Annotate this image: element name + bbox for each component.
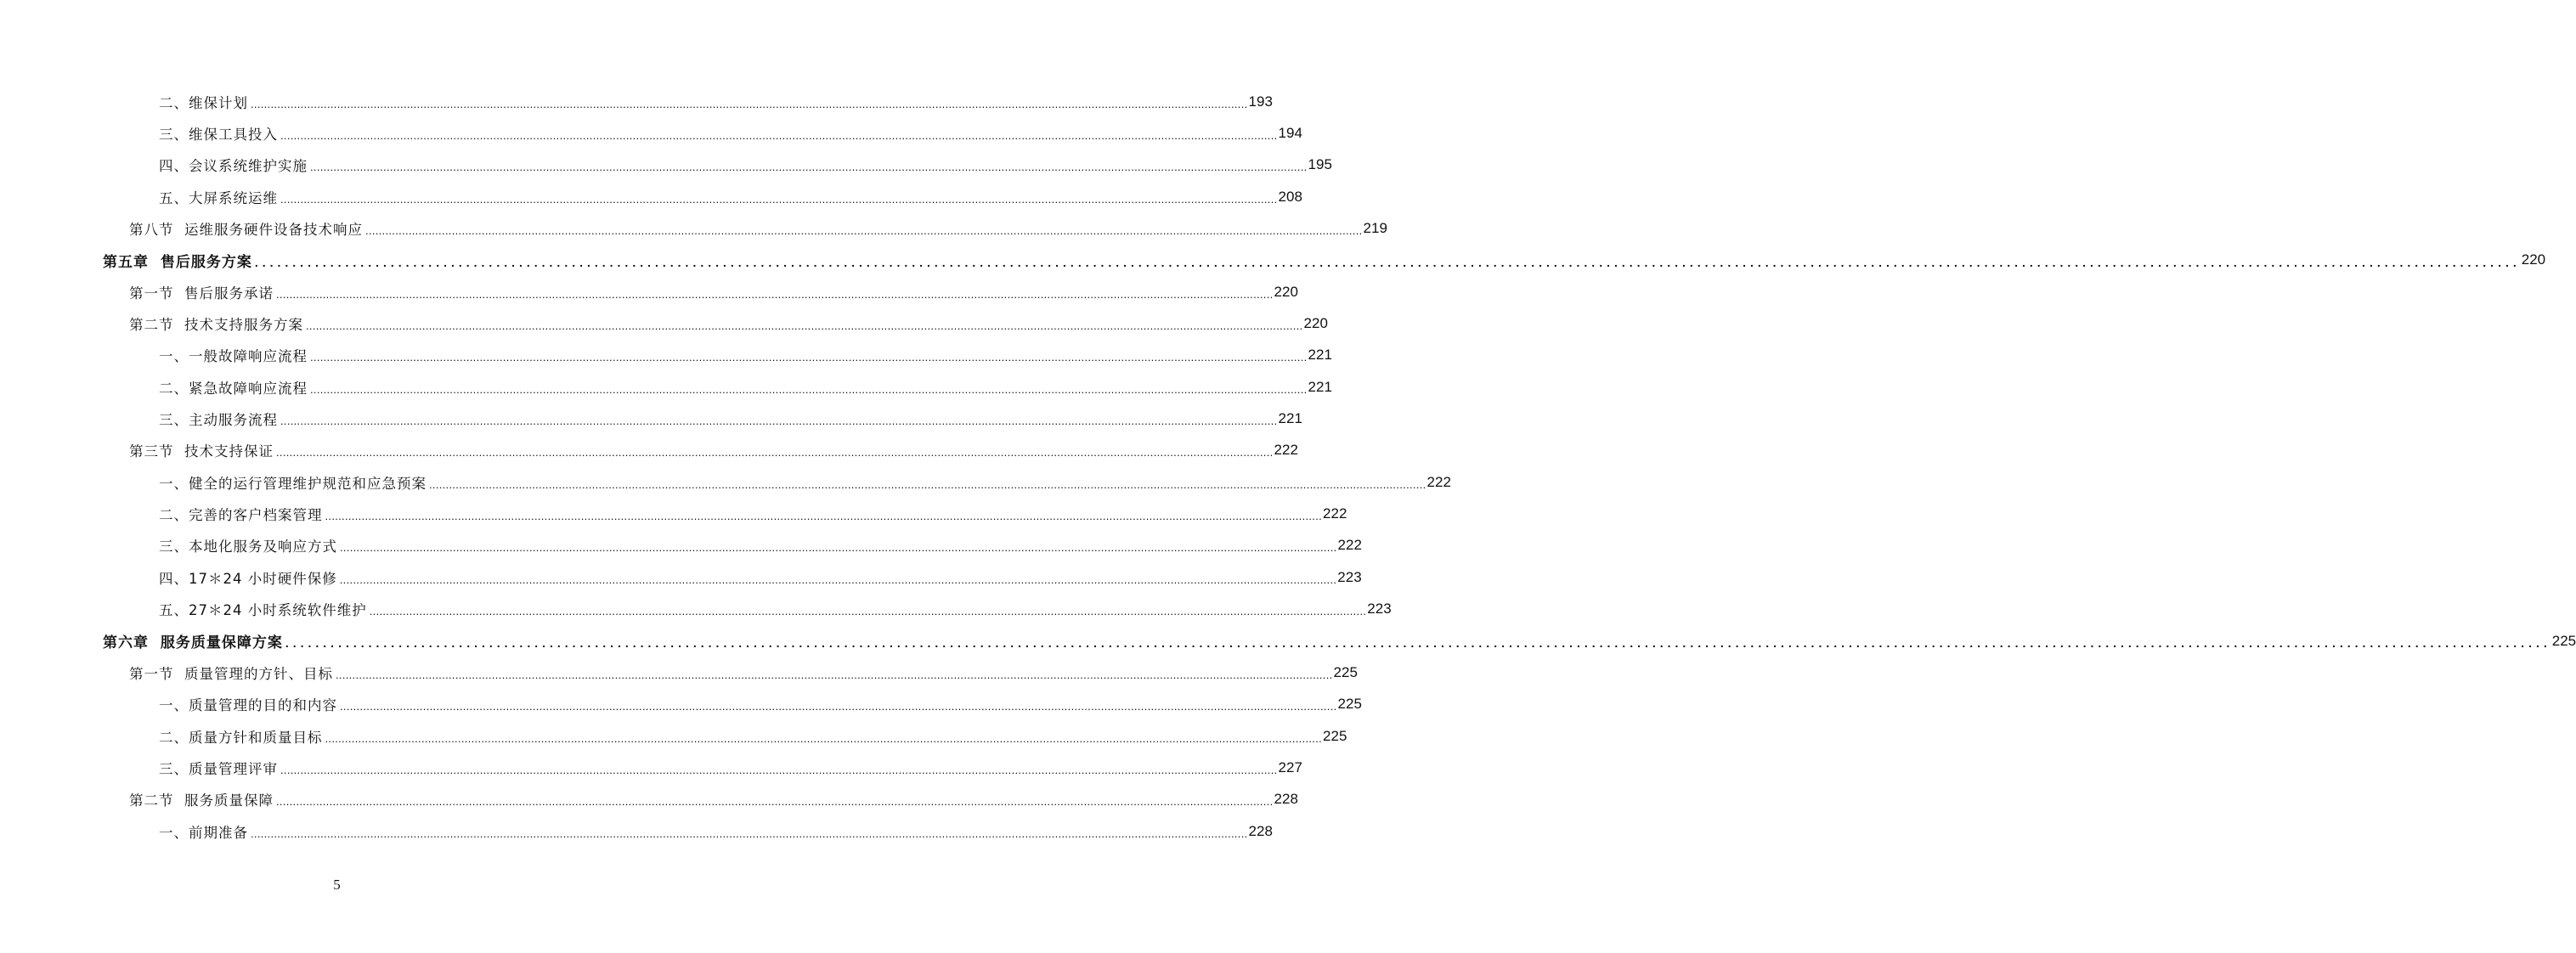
dot-leader: ............................................................................................................................................................................................................................................................................................................ <box>280 414 1278 428</box>
toc-entry-title: 五、27＊24 小时系统软件维护 <box>159 602 367 619</box>
toc-subsection-entry[interactable] <box>0 181 1302 212</box>
toc-entry-title: 三、质量管理评审 <box>159 760 278 777</box>
toc-entry-page: 195 <box>1308 156 1332 173</box>
dot-leader: ............................................................................................................................................................................................................................................................................................................ <box>429 477 1426 491</box>
dot-leader: ............................................................................................................................................................................................................................................................................................................ <box>325 510 1323 523</box>
toc-entry-title: 二、维保计划 <box>159 94 248 111</box>
toc-entry-title: 第一节 售后服务承诺 <box>129 285 274 302</box>
dot-leader: ............................................................................................................................................................................................................................................................................................................ <box>336 668 1333 681</box>
toc-entry-title: 一、一般故障响应流程 <box>159 348 308 365</box>
toc-entry-title: 三、主动服务流程 <box>159 412 278 429</box>
toc-subsection-entry[interactable] <box>0 86 1273 117</box>
toc-entry-title: 五、大屏系统运维 <box>159 189 278 206</box>
toc-entry-page: 225 <box>1323 727 1347 744</box>
dot-leader: ............................................................................................................................................................................................................................................................................................................ <box>285 636 2551 651</box>
toc-entry-page: 225 <box>1333 663 1358 680</box>
toc-entry-title: 第三节 技术支持保证 <box>129 443 274 460</box>
toc-entry-page: 228 <box>1274 791 1298 808</box>
dot-leader: ............................................................................................................................................................................................................................................................................................................ <box>306 319 1303 333</box>
toc-entry-page: 222 <box>1426 473 1451 490</box>
toc-entry-title: 第六章 服务质量保障方案 <box>103 634 283 652</box>
toc-entry-title: 一、前期准备 <box>159 824 248 841</box>
toc-entry-page: 225 <box>2551 632 2576 649</box>
toc-entry-page: 223 <box>1337 568 1362 585</box>
toc-subsection-entry[interactable] <box>0 689 1362 720</box>
table-of-contents <box>0 86 2576 847</box>
dot-leader: ............................................................................................................................................................................................................................................................................................................ <box>340 541 1337 555</box>
toc-entry-title: 四、17＊24 小时硬件保修 <box>159 570 337 587</box>
dot-leader: ............................................................................................................................................................................................................................................................................................................ <box>369 605 1367 618</box>
dot-leader: ............................................................................................................................................................................................................................................................................................................ <box>280 192 1278 206</box>
dot-leader: ............................................................................................................................................................................................................................................................................................................ <box>276 287 1274 301</box>
toc-entry-title: 第五章 售后服务方案 <box>103 253 252 271</box>
dot-leader: ............................................................................................................................................................................................................................................................................................................ <box>310 351 1308 364</box>
toc-chapter-entry[interactable] <box>0 245 2546 276</box>
toc-entry-page: 221 <box>1278 410 1302 427</box>
dot-leader: ............................................................................................................................................................................................................................................................................................................ <box>310 161 1308 174</box>
toc-subsection-entry[interactable] <box>0 530 1362 561</box>
page-number: 5 <box>333 877 341 893</box>
dot-leader: ............................................................................................................................................................................................................................................................................................................ <box>276 446 1274 460</box>
toc-entry-page: 219 <box>1363 220 1387 237</box>
toc-subsection-entry[interactable] <box>0 340 1332 371</box>
toc-subsection-entry[interactable] <box>0 815 1273 847</box>
toc-subsection-entry[interactable] <box>0 720 1347 752</box>
toc-entry-page: 193 <box>1248 93 1273 110</box>
toc-subsection-entry[interactable] <box>0 117 1302 149</box>
toc-entry-title: 三、本地化服务及响应方式 <box>159 539 337 555</box>
toc-entry-title: 一、健全的运行管理维护规范和应急预案 <box>159 475 427 492</box>
toc-entry-page: 222 <box>1323 505 1347 522</box>
dot-leader: ............................................................................................................................................................................................................................................................................................................ <box>276 795 1274 809</box>
toc-entry-title: 二、紧急故障响应流程 <box>159 380 308 397</box>
toc-section-entry[interactable] <box>0 657 1358 688</box>
toc-chapter-entry[interactable] <box>0 625 2576 657</box>
dot-leader: ............................................................................................................................................................................................................................................................................................................ <box>340 700 1337 713</box>
toc-section-entry[interactable] <box>0 435 1298 466</box>
toc-subsection-entry[interactable] <box>0 498 1347 529</box>
toc-entry-page: 220 <box>2521 251 2546 268</box>
toc-section-entry[interactable] <box>0 212 1387 244</box>
toc-entry-title: 二、完善的客户档案管理 <box>159 507 323 524</box>
toc-entry-page: 225 <box>1337 696 1362 713</box>
toc-subsection-entry[interactable] <box>0 594 1392 625</box>
toc-subsection-entry[interactable] <box>0 466 1451 498</box>
dot-leader: ............................................................................................................................................................................................................................................................................................................ <box>325 731 1323 745</box>
toc-entry-title: 四、会议系统维护实施 <box>159 158 308 175</box>
toc-entry-title: 第一节 质量管理的方针、目标 <box>129 665 333 682</box>
dot-leader: ............................................................................................................................................................................................................................................................................................................ <box>339 572 1337 586</box>
toc-entry-page: 222 <box>1274 442 1298 459</box>
toc-entry-page: 208 <box>1278 188 1302 205</box>
dot-leader: ............................................................................................................................................................................................................................................................................................................ <box>310 382 1308 396</box>
toc-entry-title: 第二节 服务质量保障 <box>129 792 274 809</box>
toc-entry-title: 一、质量管理的目的和内容 <box>159 697 337 714</box>
toc-entry-page: 220 <box>1274 283 1298 300</box>
toc-entry-page: 220 <box>1303 315 1328 332</box>
toc-entry-title: 二、质量方针和质量目标 <box>159 729 323 746</box>
toc-subsection-entry[interactable] <box>0 752 1302 783</box>
toc-section-entry[interactable] <box>0 784 1298 815</box>
toc-entry-page: 223 <box>1367 601 1392 617</box>
dot-leader: ............................................................................................................................................................................................................................................................................................................ <box>251 97 1248 110</box>
toc-entry-page: 222 <box>1337 537 1362 554</box>
toc-entry-page: 221 <box>1308 347 1332 364</box>
toc-entry-page: 227 <box>1278 758 1302 775</box>
toc-entry-page: 221 <box>1308 378 1332 395</box>
toc-entry-page: 194 <box>1278 125 1302 142</box>
dot-leader: ............................................................................................................................................................................................................................................................................................................ <box>280 763 1278 776</box>
toc-subsection-entry[interactable] <box>0 371 1332 403</box>
dot-leader: ............................................................................................................................................................................................................................................................................................................ <box>251 826 1248 840</box>
toc-section-entry[interactable] <box>0 276 1298 307</box>
dot-leader: ............................................................................................................................................................................................................................................................................................................ <box>254 255 2521 269</box>
toc-subsection-entry[interactable] <box>0 149 1332 181</box>
toc-subsection-entry[interactable] <box>0 403 1302 434</box>
toc-subsection-entry[interactable] <box>0 561 1362 593</box>
toc-section-entry[interactable] <box>0 307 1328 339</box>
toc-entry-title: 第八节 运维服务硬件设备技术响应 <box>129 222 363 239</box>
toc-entry-title: 第二节 技术支持服务方案 <box>129 317 303 334</box>
dot-leader: ............................................................................................................................................................................................................................................................................................................ <box>280 129 1278 143</box>
toc-entry-page: 228 <box>1248 822 1273 839</box>
toc-entry-title: 三、维保工具投入 <box>159 127 278 144</box>
dot-leader: ............................................................................................................................................................................................................................................................................................................ <box>365 224 1363 238</box>
